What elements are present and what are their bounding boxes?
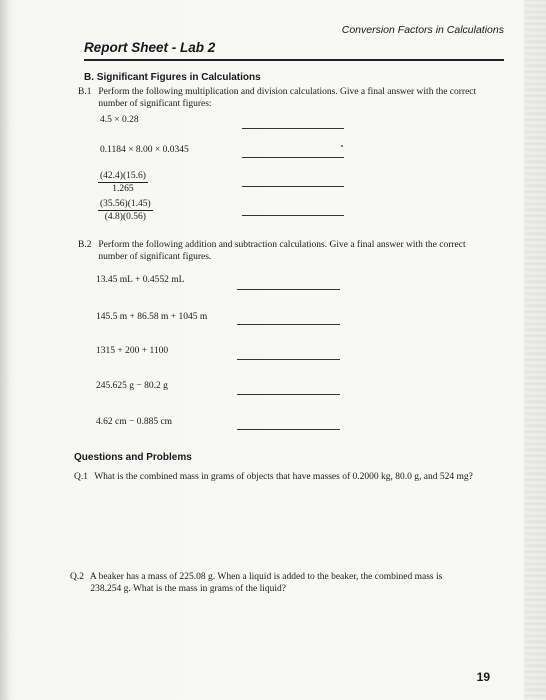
b2-item-3: 1315 + 200 + 1100 [96, 346, 169, 356]
b1-item-3-denominator: 1.265 [112, 184, 134, 194]
b2-answer-line-4[interactable] [237, 394, 340, 395]
question-2 [70, 571, 520, 595]
b1-item-1: 4.5 × 0.28 [100, 115, 139, 125]
b1-item-4-denominator: (4.8)(0.56) [104, 212, 146, 222]
b2-instructions [78, 239, 518, 263]
q2-line1: A beaker has a mass of 225.08 g. When a liquid is added to the beaker, the combined mass is [89, 572, 443, 582]
section-b-heading: B. Significant Figures in Calculations [84, 72, 261, 83]
page-binding-edge [524, 0, 546, 700]
q1-text: What is the combined mass in grams of objects that have masses of 0.2000 kg, 80.0 g, and 524 mg? [94, 472, 473, 482]
running-header: Conversion Factors in Calculations [341, 24, 504, 36]
b2-instruction-line1: Perform the following addition and subtraction calculations. Give a final answer with the correct [98, 240, 466, 250]
stray-mark [341, 145, 343, 147]
b1-number: B.1 [78, 87, 92, 97]
b2-answer-line-3[interactable] [237, 359, 340, 360]
b1-item-4-fraction [98, 199, 153, 222]
b2-item-5: 4.62 cm − 0.885 cm [96, 417, 173, 427]
q1-number: Q.1 [74, 472, 88, 482]
b2-item-4: 245.625 g − 80.2 g [96, 381, 168, 391]
report-title: Report Sheet - Lab 2 [84, 40, 216, 55]
b1-answer-line-1[interactable] [242, 128, 344, 129]
b2-answer-line-5[interactable] [237, 429, 340, 430]
q2-number: Q.2 [70, 572, 84, 582]
question-1 [74, 471, 524, 483]
b1-answer-line-3[interactable] [242, 186, 344, 187]
b2-instruction-line2: number of significant figures. [98, 252, 212, 262]
b2-answer-line-1[interactable] [237, 289, 340, 290]
page-shadow-left [0, 0, 10, 700]
questions-heading: Questions and Problems [74, 452, 192, 463]
b1-item-4-numerator: (35.56)(1.45) [100, 199, 151, 209]
b2-item-1: 13.45 mL + 0.4552 mL [96, 275, 185, 285]
b1-instruction-line1: Perform the following multiplication and division calculations. Give a final answer with the correct [98, 87, 477, 97]
b2-number: B.2 [78, 240, 92, 250]
b1-answer-line-4[interactable] [242, 215, 344, 216]
b1-answer-line-2[interactable] [242, 157, 344, 158]
b2-answer-line-2[interactable] [237, 324, 340, 325]
q2-line2: 238.254 g. What is the mass in grams of the liquid? [90, 584, 286, 594]
b1-instruction-line2: number of significant figures: [98, 99, 212, 109]
title-rule [84, 59, 504, 61]
b1-item-3-fraction [98, 171, 148, 194]
b1-item-3-numerator: (42.4)(15.6) [100, 171, 146, 181]
b2-item-2: 145.5 m + 86.58 m + 1045 m [96, 312, 208, 322]
b1-instructions [78, 86, 518, 110]
page-number: 19 [476, 670, 490, 684]
b1-item-2: 0.1184 × 8.00 × 0.0345 [100, 145, 189, 155]
